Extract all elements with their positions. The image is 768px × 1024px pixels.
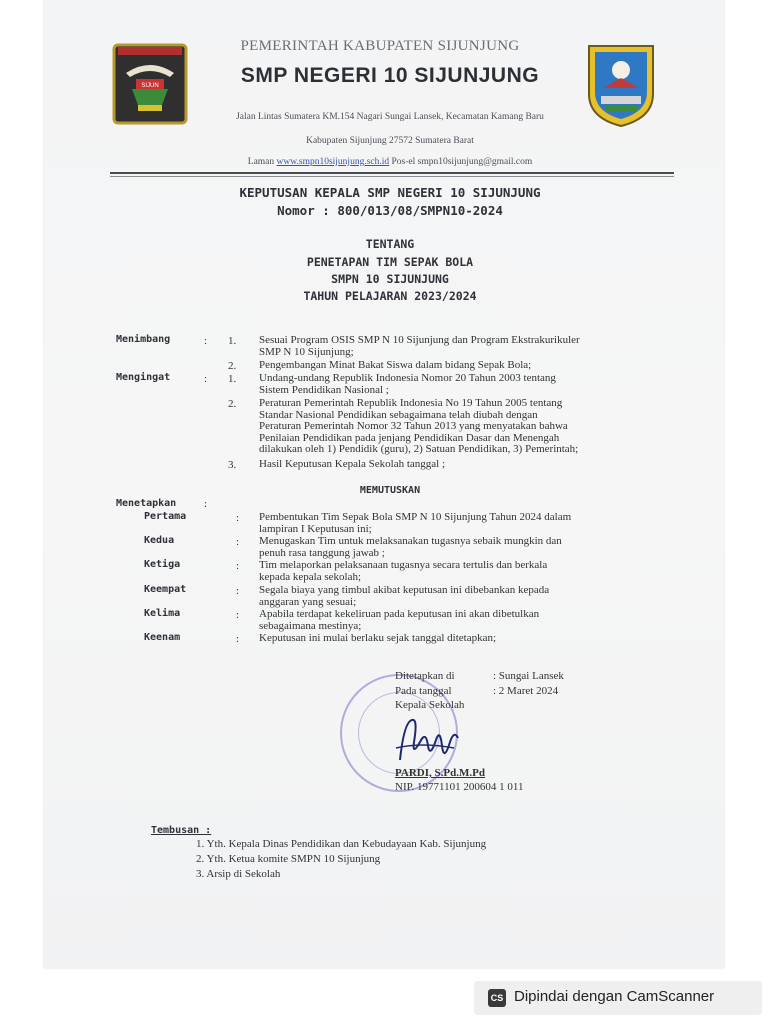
mengingat-colon: : bbox=[204, 373, 208, 385]
tembusan-item-3: 3. Arsip di Sekolah bbox=[196, 868, 281, 880]
tembusan-label: Tembusan : bbox=[151, 825, 212, 836]
pertama-text: Pembentukan Tim Sepak Bola SMP N 10 Sijunjung Tahun 2024 dalam lampiran I Keputusan ini; bbox=[259, 511, 572, 535]
tembusan-item-2: 2. Yth. Ketua komite SMPN 10 Sijunjung bbox=[196, 853, 381, 865]
ketiga-text: Tim melaporkan pelaksanaan tugasnya secara tertulis dan berkala kepada kepala sekolah; bbox=[259, 559, 548, 583]
mengingat-num-3: 3. bbox=[228, 459, 237, 471]
menetapkan-colon: : bbox=[204, 498, 208, 510]
place-value: : Sungai Lansek bbox=[493, 670, 564, 682]
kedua-text: Menugaskan Tim untuk melaksanakan tugasnya sebaik mungkin dan penuh rasa tanggung jawab ; bbox=[259, 535, 562, 559]
pertama-colon: : bbox=[236, 512, 240, 524]
header-divider-thin bbox=[110, 176, 674, 177]
memutuskan-heading: MEMUTUSKAN bbox=[359, 485, 421, 496]
decree-number: Nomor : 800/013/08/SMPN10-2024 bbox=[277, 203, 503, 218]
menimbang-colon: : bbox=[204, 335, 208, 347]
menimbang-num-1: 1. bbox=[228, 335, 237, 347]
government-title: PEMERINTAH KABUPATEN SIJUNJUNG bbox=[240, 38, 520, 54]
keempat-colon: : bbox=[236, 585, 240, 597]
camscanner-watermark bbox=[474, 981, 762, 1015]
mengingat-num-2: 2. bbox=[228, 398, 237, 410]
signer-nip: NIP. 19771101 200604 1 011 bbox=[395, 781, 524, 793]
camscanner-text: Dipindai dengan CamScanner bbox=[514, 988, 715, 1005]
kedua-colon: : bbox=[236, 536, 240, 548]
date-label: Pada tanggal bbox=[395, 685, 452, 697]
keempat-label: Keempat bbox=[144, 584, 187, 595]
place-label: Ditetapkan di bbox=[395, 670, 455, 682]
menimbang-item-1: Sesuai Program OSIS SMP N 10 Sijunjung dan Program Ekstrakurikuler SMP N 10 Sijunjung; bbox=[259, 334, 580, 358]
kelima-label: Kelima bbox=[144, 608, 181, 619]
mengingat-num-1: 1. bbox=[228, 373, 237, 385]
tembusan-item-1: 1. Yth. Kepala Dinas Pendidikan dan Kebudayaan Kab. Sijunjung bbox=[196, 838, 487, 850]
keenam-label: Keenam bbox=[144, 632, 181, 643]
subject-line-3: TAHUN PELAJARAN 2023/2024 bbox=[303, 289, 477, 303]
menimbang-label: Menimbang bbox=[116, 334, 171, 345]
camscanner-icon: CS bbox=[488, 989, 506, 1007]
ketiga-label: Ketiga bbox=[144, 559, 181, 570]
menimbang-num-2: 2. bbox=[228, 360, 237, 372]
position-title: Kepala Sekolah bbox=[395, 699, 465, 711]
mengingat-label: Mengingat bbox=[116, 372, 171, 383]
subject-line-1: PENETAPAN TIM SEPAK BOLA bbox=[306, 255, 474, 269]
svg-text:SIJUN: SIJUN bbox=[141, 83, 159, 89]
school-logo bbox=[583, 40, 659, 128]
date-value: : 2 Maret 2024 bbox=[493, 685, 559, 697]
handwritten-signature bbox=[392, 712, 462, 768]
school-contact bbox=[190, 157, 590, 167]
kelima-colon: : bbox=[236, 609, 240, 621]
kelima-text: Apabila terdapat kekeliruan pada keputusan ini akan dibetulkan sebagaimana mestinya; bbox=[259, 608, 540, 632]
web-label: Laman bbox=[247, 157, 275, 167]
ketiga-colon: : bbox=[236, 560, 240, 572]
school-regency: Kabupaten Sijunjung 27572 Sumatera Barat bbox=[306, 136, 474, 146]
website-link[interactable]: www.smpn10sijunjung.sch.id bbox=[276, 157, 390, 167]
keempat-text: Segala biaya yang timbul akibat keputusan ini dibebankan kepada anggaran yang sesuai; bbox=[259, 584, 550, 608]
kedua-label: Kedua bbox=[144, 535, 175, 546]
menimbang-item-2: Pengembangan Minat Bakat Siswa dalam bidang Sepak Bola; bbox=[259, 359, 532, 371]
keenam-colon: : bbox=[236, 633, 240, 645]
mengingat-item-1: Undang-undang Republik Indonesia Nomor 20 Tahun 2003 tentang Sistem Pendidikan Nasional ; bbox=[259, 372, 556, 396]
tentang-heading: TENTANG bbox=[365, 237, 415, 251]
subject-line-2: SMPN 10 SIJUNJUNG bbox=[331, 272, 449, 286]
email-text: Pos-el smpn10sijunjung@gmail.com bbox=[391, 157, 533, 167]
keenam-text: Keputusan ini mulai berlaku sejak tanggal ditetapkan; bbox=[259, 632, 497, 644]
school-name: SMP NEGERI 10 SIJUNJUNG bbox=[240, 64, 540, 87]
menetapkan-label: Menetapkan bbox=[116, 498, 177, 509]
decree-title: KEPUTUSAN KEPALA SMP NEGERI 10 SIJUNJUNG bbox=[239, 185, 541, 200]
signer-name: PARDI, S.Pd.M.Pd bbox=[395, 767, 485, 779]
header-divider bbox=[110, 172, 674, 174]
pertama-label: Pertama bbox=[144, 511, 187, 522]
mengingat-item-3: Hasil Keputusan Kepala Sekolah tanggal ; bbox=[259, 458, 446, 470]
regency-logo bbox=[112, 43, 188, 125]
school-address: Jalan Lintas Sumatera KM.154 Nagari Sungai Lansek, Kecamatan Kamang Baru bbox=[236, 112, 544, 122]
mengingat-item-2: Peraturan Pemerintah Republik Indonesia No 19 Tahun 2005 tentang Standar Nasional Pendidikan sebagaimana telah diubah dengan Peraturan Pemerintah Nomor 32 Tahun 2013 yang menyatakan bahwa Penilaian Pendidikan pada jenjang Pendidikan Dasar dan Menengah dilakukan oleh 1) Pendidik (guru), 2) Satuan Pendidikan, 3) Pemerintah; bbox=[259, 397, 579, 455]
